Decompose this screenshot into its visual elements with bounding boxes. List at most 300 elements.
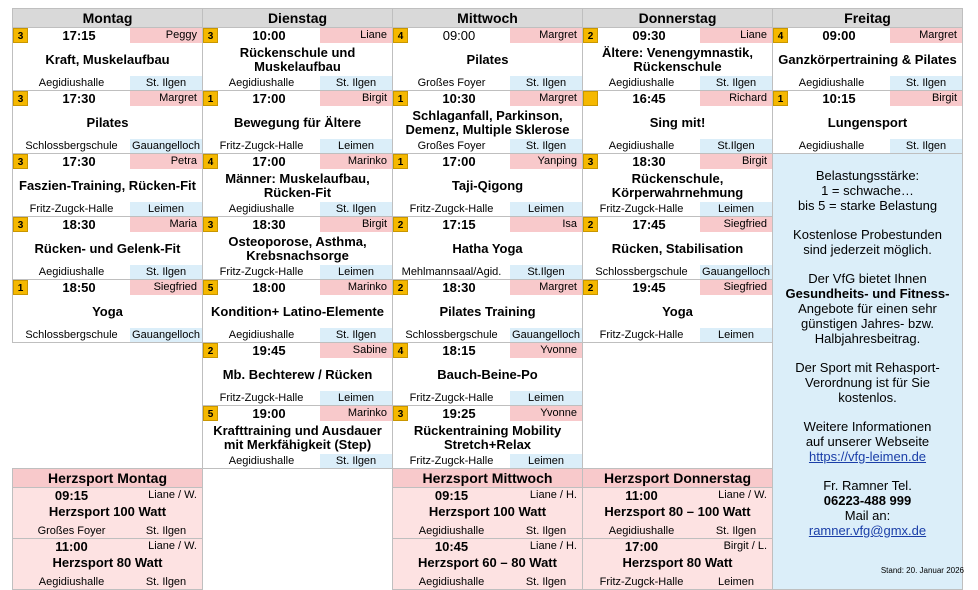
class-time: 18:00	[252, 280, 286, 295]
info-line: Halbjahresbeitrag.	[814, 331, 921, 346]
class-time: 16:45	[632, 91, 666, 106]
trainer-name: Peggy	[130, 28, 202, 43]
place-name: Gauangelloch	[510, 328, 582, 342]
class-time: 09:00	[822, 28, 856, 43]
place-name: St. Ilgen	[145, 525, 187, 537]
place-name: Leimen	[717, 576, 755, 588]
trainer-name: Siegfried	[700, 280, 772, 295]
class-title: Faszien-Training, Rücken-Fit	[19, 178, 196, 193]
hall-name: Fritz-Zugck-Halle	[409, 392, 494, 404]
class-time: 09:30	[632, 28, 666, 43]
class-title: Rückentraining Mobility Stretch+Relax	[413, 423, 562, 452]
trainer-name: Liane	[320, 28, 392, 43]
class-time: 09:15	[434, 488, 469, 503]
hall-name: Aegidiushalle	[38, 576, 105, 588]
schedule-sheet	[12, 8, 963, 590]
hall-name: Fritz-Zugck-Halle	[219, 266, 304, 278]
trainer-name: Isa	[510, 217, 582, 232]
hall-name: Großes Foyer	[417, 140, 486, 152]
trainer-name: Siegfried	[700, 217, 772, 232]
class-time-row	[203, 280, 392, 295]
class-time-row	[203, 91, 392, 106]
class-location-row	[203, 328, 392, 342]
class-location-row	[203, 139, 392, 153]
trainer-name: Margret	[890, 28, 962, 43]
place-name: St. Ilgen	[890, 139, 962, 153]
class-location-row	[583, 76, 772, 90]
trainer-name: Birgit	[320, 91, 392, 106]
class-time: 18:30	[442, 280, 476, 295]
level-badge: 2	[583, 28, 598, 43]
trainer-name: Birgit	[320, 217, 392, 232]
class-time: 10:45	[434, 539, 469, 554]
class-title: Pilates Training	[439, 304, 536, 319]
day-header: Mittwoch	[393, 9, 583, 28]
class-time: 17:00	[252, 91, 286, 106]
class-title: Yoga	[92, 304, 123, 319]
website-link[interactable]: https://vfg-leimen.de	[808, 449, 927, 464]
place-name: Leimen	[510, 391, 582, 405]
place-name: St.Ilgen	[510, 265, 582, 279]
info-line: kostenlos.	[838, 390, 897, 405]
info-line: 1 = schwache…	[821, 183, 914, 198]
class-time: 17:15	[62, 28, 96, 43]
trainer-name: Liane / H.	[529, 489, 577, 501]
hall-name: Großes Foyer	[37, 525, 106, 537]
hall-name: Schlossbergschule	[25, 140, 118, 152]
class-cell	[393, 280, 583, 343]
day-header: Dienstag	[203, 9, 393, 28]
class-cell	[203, 280, 393, 343]
class-location-row	[203, 202, 392, 216]
class-cell	[393, 91, 583, 154]
class-time-row	[393, 28, 582, 43]
hall-name: Aegidiushalle	[608, 140, 675, 152]
info-paragraph	[773, 227, 962, 257]
place-name: Leimen	[320, 391, 392, 405]
level-badge: 4	[393, 343, 408, 358]
info-line: Fr. Ramner Tel.	[823, 478, 912, 493]
place-name: St.Ilgen	[700, 139, 772, 153]
class-time-row	[393, 539, 582, 554]
class-time: 19:45	[252, 343, 286, 358]
class-location-row	[393, 524, 582, 538]
class-title: Yoga	[662, 304, 693, 319]
info-line: auf unserer Webseite	[805, 434, 930, 449]
empty-cell	[583, 406, 773, 469]
class-title: Rückenschule, Körperwahrnehmung	[611, 171, 744, 200]
place-name: Leimen	[510, 454, 582, 468]
class-cell	[13, 488, 203, 539]
empty-cell	[583, 343, 773, 406]
info-paragraph	[773, 168, 962, 213]
info-line: günstigen Jahres- bzw.	[801, 316, 934, 331]
class-time-row	[13, 539, 202, 554]
class-time: 18:30	[632, 154, 666, 169]
class-time-row	[13, 28, 202, 43]
class-time-row	[203, 217, 392, 232]
trainer-name: Siegfried	[130, 280, 202, 295]
class-time: 11:00	[625, 488, 658, 503]
hall-name: Aegidiushalle	[418, 525, 485, 537]
place-name: Leimen	[510, 202, 582, 216]
trainer-name: Liane	[700, 28, 772, 43]
trainer-name: Sabine	[320, 343, 392, 358]
class-cell	[13, 280, 203, 343]
class-location-row	[583, 139, 772, 153]
trainer-name: Marinko	[320, 406, 392, 421]
info-line: Kostenlose Probestunden	[793, 227, 942, 242]
place-name: St. Ilgen	[510, 76, 582, 90]
hall-name: Mehlmannsaal/Agid.	[401, 266, 502, 278]
class-time: 17:00	[624, 539, 659, 554]
class-time: 17:30	[62, 154, 96, 169]
trainer-name: Margret	[510, 280, 582, 295]
info-panel	[773, 154, 963, 590]
hall-name: Schlossbergschule	[25, 329, 118, 341]
class-cell	[773, 28, 963, 91]
class-time: 10:00	[252, 28, 286, 43]
level-badge: 3	[13, 91, 28, 106]
class-title: Pilates	[86, 115, 129, 130]
class-title: Pilates	[466, 52, 509, 67]
class-time-row	[583, 539, 772, 554]
level-badge: 5	[203, 280, 218, 295]
class-time-row	[583, 217, 772, 232]
email-link[interactable]: ramner.vfg@gmx.de	[808, 523, 927, 538]
level-badge: 1	[13, 280, 28, 295]
info-line: Verordnung ist für Sie	[804, 375, 931, 390]
level-badge: 3	[13, 154, 28, 169]
hall-name: Aegidiushalle	[608, 525, 675, 537]
trainer-name: Birgit / L.	[723, 540, 767, 552]
level-badge: 1	[773, 91, 788, 106]
info-line: Der Sport mit Rehasport-	[795, 360, 940, 375]
place-name: St. Ilgen	[890, 76, 962, 90]
class-cell	[583, 154, 773, 217]
hall-name: Aegidiushalle	[228, 203, 295, 215]
hall-name: Großes Foyer	[417, 77, 486, 89]
place-name: St. Ilgen	[525, 525, 567, 537]
level-badge: 3	[203, 28, 218, 43]
place-name: St. Ilgen	[320, 454, 392, 468]
info-line: Belastungsstärke:	[815, 168, 920, 183]
class-cell	[13, 91, 203, 154]
place-name: Leimen	[320, 139, 392, 153]
class-title: Taji-Qigong	[451, 178, 524, 193]
info-line: Der VfG bietet Ihnen	[808, 271, 927, 286]
weekly-schedule-table	[12, 8, 963, 590]
class-time-row	[393, 91, 582, 106]
class-title: Kraft, Muskelaufbau	[45, 52, 170, 67]
class-cell	[13, 539, 203, 590]
class-cell	[393, 154, 583, 217]
class-time-row	[203, 343, 392, 358]
level-badge: 3	[393, 406, 408, 421]
class-location-row	[773, 139, 962, 153]
class-time: 18:15	[442, 343, 476, 358]
day-header: Freitag	[773, 9, 963, 28]
hall-name: Fritz-Zugck-Halle	[29, 203, 114, 215]
class-cell	[393, 217, 583, 280]
class-location-row	[13, 265, 202, 279]
class-title: Krafttraining und Ausdauer mit Merkfähigkeit (Step)	[213, 423, 382, 452]
class-cell	[203, 28, 393, 91]
class-time-row	[203, 406, 392, 421]
info-line: Weitere Informationen	[803, 419, 932, 434]
class-time-row	[773, 91, 962, 106]
place-name: St. Ilgen	[510, 139, 582, 153]
class-time: 10:30	[442, 91, 476, 106]
class-title: Lungensport	[827, 115, 908, 130]
class-location-row	[393, 575, 582, 589]
place-name: Leimen	[130, 202, 202, 216]
class-location-row	[583, 524, 772, 538]
class-title: Herzsport 60 – 80 Watt	[418, 555, 557, 570]
class-location-row	[393, 454, 582, 468]
info-line: bis 5 = starke Belastung	[797, 198, 938, 213]
class-cell	[203, 154, 393, 217]
class-time: 17:00	[252, 154, 286, 169]
level-badge: 2	[583, 217, 598, 232]
class-location-row	[203, 454, 392, 468]
class-title: Ältere: Venengymnastik, Rückenschule	[602, 45, 753, 74]
place-name: St. Ilgen	[320, 328, 392, 342]
class-location-row	[773, 76, 962, 90]
hall-name: Aegidiushalle	[798, 77, 865, 89]
class-location-row	[393, 265, 582, 279]
stand-date: Stand: 20. Januar 2026	[880, 566, 964, 575]
level-badge: 2	[203, 343, 218, 358]
class-title: Bewegung für Ältere	[233, 115, 362, 130]
class-title: Sing mit!	[649, 115, 706, 130]
class-time: 19:00	[252, 406, 286, 421]
level-badge: 2	[393, 280, 408, 295]
class-location-row	[583, 575, 772, 589]
level-badge: 2	[393, 217, 408, 232]
level-badge: 5	[203, 406, 218, 421]
class-location-row	[583, 265, 772, 279]
class-title: Kondition+ Latino-Elemente	[211, 304, 384, 319]
hall-name: Fritz-Zugck-Halle	[409, 455, 494, 467]
empty-cell	[13, 406, 203, 469]
trainer-name: Richard	[700, 91, 772, 106]
class-cell	[393, 488, 583, 539]
class-time: 19:25	[442, 406, 476, 421]
trainer-name: Liane / W.	[148, 540, 197, 552]
day-header: Montag	[13, 9, 203, 28]
class-title: Rückenschule und Muskelaufbau	[239, 45, 356, 74]
class-time: 11:00	[55, 539, 88, 554]
hall-name: Aegidiushalle	[38, 266, 105, 278]
hall-name: Aegidiushalle	[228, 329, 295, 341]
class-time-row	[773, 28, 962, 43]
class-location-row	[393, 76, 582, 90]
class-title: Herzsport 100 Watt	[48, 504, 167, 519]
class-time: 17:45	[632, 217, 666, 232]
hall-name: Aegidiushalle	[418, 576, 485, 588]
trainer-name: Margret	[130, 91, 202, 106]
class-title: Ganzkörpertraining & Pilates	[778, 52, 957, 67]
level-badge: 3	[13, 217, 28, 232]
class-time-row	[13, 280, 202, 295]
class-time: 09:15	[54, 488, 89, 503]
class-cell	[393, 343, 583, 406]
class-location-row	[393, 139, 582, 153]
class-title: Osteoporose, Asthma, Krebsnachsorge	[228, 234, 367, 263]
class-time: 18:30	[62, 217, 96, 232]
class-location-row	[13, 575, 202, 589]
class-cell	[13, 217, 203, 280]
class-title: Männer: Muskelaufbau, Rücken-Fit	[225, 171, 370, 200]
class-time-row	[583, 488, 772, 503]
trainer-name: Liane / W.	[718, 489, 767, 501]
class-time: 09:00	[442, 28, 476, 43]
hall-name: Aegidiushalle	[38, 77, 105, 89]
class-title: Rücken, Stabilisation	[611, 241, 744, 256]
class-location-row	[583, 328, 772, 342]
trainer-name: Maria	[130, 217, 202, 232]
trainer-name: Liane / H.	[529, 540, 577, 552]
hall-name: Fritz-Zugck-Halle	[599, 576, 684, 588]
empty-cell	[13, 343, 203, 406]
class-title: Schlaganfall, Parkinson, Demenz, Multiple Sklerose	[405, 108, 570, 137]
level-badge: 1	[393, 154, 408, 169]
class-title: Mb. Bechterew / Rücken	[222, 367, 373, 382]
class-location-row	[13, 76, 202, 90]
class-cell	[203, 91, 393, 154]
hall-name: Schlossbergschule	[595, 266, 688, 278]
place-name: St. Ilgen	[320, 202, 392, 216]
class-cell	[583, 539, 773, 590]
class-cell	[13, 28, 203, 91]
info-paragraph	[773, 271, 962, 346]
class-time-row	[393, 488, 582, 503]
class-time-row	[203, 28, 392, 43]
class-cell	[583, 280, 773, 343]
hall-name: Schlossbergschule	[405, 329, 498, 341]
info-bold: Gesundheits- und Fitness-	[785, 286, 950, 301]
day-header: Donnerstag	[583, 9, 773, 28]
class-time-row	[583, 154, 772, 169]
class-location-row	[13, 524, 202, 538]
trainer-name: Yvonne	[510, 406, 582, 421]
class-cell	[393, 539, 583, 590]
place-name: St. Ilgen	[320, 76, 392, 90]
info-line: Mail an:	[844, 508, 891, 523]
class-location-row	[203, 391, 392, 405]
class-title: Herzsport 80 – 100 Watt	[604, 504, 751, 519]
place-name: Gauangelloch	[700, 265, 772, 279]
class-title: Rücken- und Gelenk-Fit	[34, 241, 181, 256]
class-time: 17:15	[442, 217, 476, 232]
class-title: Herzsport 100 Watt	[428, 504, 547, 519]
class-location-row	[13, 202, 202, 216]
class-time: 18:30	[252, 217, 286, 232]
info-paragraph	[773, 478, 962, 538]
empty-cell	[203, 469, 393, 488]
class-location-row	[393, 391, 582, 405]
class-location-row	[583, 202, 772, 216]
class-location-row	[393, 202, 582, 216]
class-time-row	[13, 217, 202, 232]
hall-name: Fritz-Zugck-Halle	[599, 329, 684, 341]
hall-name: Fritz-Zugck-Halle	[219, 140, 304, 152]
place-name: Gauangelloch	[130, 139, 202, 153]
class-time: 10:15	[822, 91, 856, 106]
place-name: Leimen	[700, 328, 772, 342]
hall-name: Fritz-Zugck-Halle	[219, 392, 304, 404]
level-badge: 3	[203, 217, 218, 232]
class-cell	[393, 406, 583, 469]
place-name: St. Ilgen	[700, 76, 772, 90]
place-name: Leimen	[320, 265, 392, 279]
trainer-name: Yvonne	[510, 343, 582, 358]
level-badge: 4	[203, 154, 218, 169]
level-badge: 1	[203, 91, 218, 106]
herzsport-header: Herzsport Montag	[13, 469, 203, 488]
hall-name: Aegidiushalle	[798, 140, 865, 152]
class-cell	[203, 343, 393, 406]
place-name: St. Ilgen	[145, 576, 187, 588]
hall-name: Aegidiushalle	[228, 77, 295, 89]
class-cell	[13, 154, 203, 217]
trainer-name: Margret	[510, 91, 582, 106]
trainer-name: Birgit	[890, 91, 962, 106]
empty-cell	[203, 539, 393, 590]
class-time-row	[13, 91, 202, 106]
trainer-name: Marinko	[320, 280, 392, 295]
class-time-row	[13, 488, 202, 503]
hall-name: Fritz-Zugck-Halle	[409, 203, 494, 215]
class-cell	[393, 28, 583, 91]
level-badge	[583, 91, 598, 106]
level-badge: 3	[13, 28, 28, 43]
place-name: St. Ilgen	[130, 265, 202, 279]
place-name: St. Ilgen	[130, 76, 202, 90]
info-paragraph	[773, 419, 962, 464]
class-location-row	[13, 328, 202, 342]
class-time-row	[393, 280, 582, 295]
class-title: Hatha Yoga	[452, 241, 523, 256]
class-location-row	[203, 76, 392, 90]
info-paragraph	[773, 360, 962, 405]
herzsport-header: Herzsport Mittwoch	[393, 469, 583, 488]
phone-number: 06223-488 999	[823, 493, 912, 508]
level-badge: 4	[773, 28, 788, 43]
class-time-row	[13, 154, 202, 169]
class-location-row	[393, 328, 582, 342]
class-time-row	[583, 28, 772, 43]
class-location-row	[203, 265, 392, 279]
place-name: Leimen	[700, 202, 772, 216]
class-time: 17:30	[62, 91, 96, 106]
place-name: St. Ilgen	[715, 525, 757, 537]
class-time-row	[393, 217, 582, 232]
level-badge: 4	[393, 28, 408, 43]
class-time-row	[203, 154, 392, 169]
class-time: 19:45	[632, 280, 666, 295]
class-time-row	[393, 406, 582, 421]
level-badge: 3	[583, 154, 598, 169]
class-cell	[583, 488, 773, 539]
class-time-row	[393, 154, 582, 169]
class-time-row	[583, 91, 772, 106]
trainer-name: Petra	[130, 154, 202, 169]
place-name: St. Ilgen	[525, 576, 567, 588]
class-title: Herzsport 80 Watt	[622, 555, 733, 570]
hall-name: Aegidiushalle	[608, 77, 675, 89]
